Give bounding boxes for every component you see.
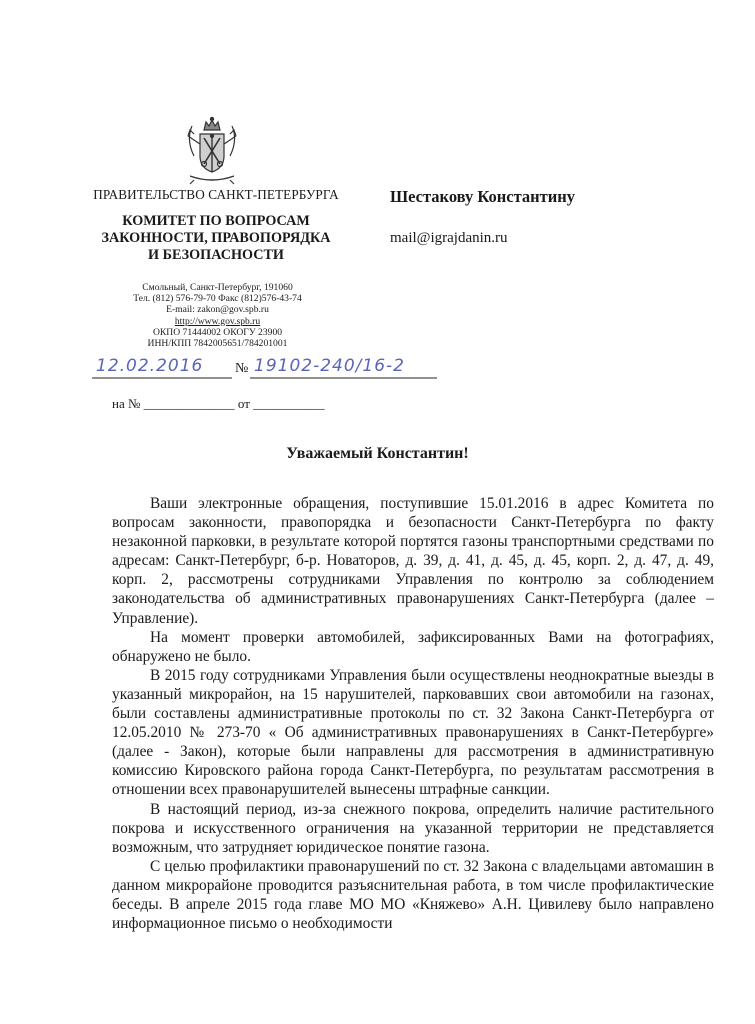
phone-fax: Тел. (812) 576-79-70 Факс (812)576-43-74 [133,293,302,305]
contact-email: E-mail: zakon@gov.spb.ru [166,304,269,316]
body-paragraph: В настоящий период, из-за снежного покрова, определить наличие растительного покрова и искусственного ограничения на указанной территории не представляется возможным, что затрудняет юридическое понятие газона. [112,800,714,856]
ref-prefix: на № [112,396,141,411]
spb-coat-of-arms-icon [180,116,244,186]
contact-block [110,282,325,349]
ref-number-blank: ______________ [143,396,235,411]
website-link[interactable]: http://www.gov.spb.ru [174,315,261,327]
committee-line: КОМИТЕТ ПО ВОПРОСАМ [122,213,310,229]
body-paragraph: На момент проверки автомобилей, зафиксированных Вами на фотографиях, обнаружено не было. [112,628,714,665]
letter-body [112,494,714,933]
registration-number: 19102-240/16-2 [254,356,405,376]
ref-from: от [237,396,250,411]
committee-line: ЗАКОННОСТИ, ПРАВОПОРЯДКА [101,230,331,246]
body-paragraph: В 2015 году сотрудниками Управления были осуществлены неоднократные выезды в указанный микрорайон, на 15 нарушителей, парковавших свои автомобили на газонах, были составлены административные протоколы по ст. 32 Закона Санкт-Петербурга от 12.05.2010 № 273-70 « Об административных правонарушениях в Санкт-Петербурге» (далее - Закон), которые были направлены для рассмотрения в административную комиссию Кировского района города Санкт-Петербурга, по результатам рассмотрения в отношении всех правонарушителей вынесены штрафные санкции. [112,666,714,799]
committee-name [86,213,346,264]
salutation: Уважаемый Константин! [286,445,469,462]
body-paragraph: Ваши электронные обращения, поступившие 15.01.2016 в адрес Комитета по вопросам законности, правопорядка и безопасности Санкт-Петербурга по факту незаконной парковки, в результате которой портятся газоны транспортными средствами по адресам: Санкт-Петербург, б-р. Новаторов, д. 39, д. 41, д. 45, д. 45, корп. 2, д. 47, д. 49, корп. 2, рассмотрены сотрудниками Управления по контролю за соблюдением законодательства об административных правонарушениях Санкт-Петербурга (далее – Управление). [112,495,714,627]
registration-line [92,355,452,383]
address: Смольный, Санкт-Петербург, 191060 [142,282,293,293]
recipient-name: Шестакову Константину [390,187,576,206]
registration-date: 12.02.2016 [96,356,204,376]
codes-okpo-okogu: ОКПО 71444002 ОКОГУ 23900 [152,326,283,338]
number-sign: № [235,361,249,376]
body-paragraph: С целью профилактики правонарушений по ст. 32 Закона с владельцами автомашин в данном микрорайоне проводится разъяснительная работа, в том числе профилактические беседы. В апреле 2015 года главе МО МО «Княжево» А.Н. Цивилеву было направлено информационное письмо о необходимости [112,857,714,933]
recipient-email: mail@igrajdanin.ru [390,230,508,246]
codes-inn-kpp: ИНН/КПП 7842005651/784201001 [147,338,288,350]
committee-line: И БЕЗОПАСНОСТИ [148,247,284,263]
reference-line [112,396,325,412]
ref-date-blank: ___________ [253,396,325,411]
government-name: ПРАВИТЕЛЬСТВО САНКТ-ПЕТЕРБУРГА [93,187,339,202]
